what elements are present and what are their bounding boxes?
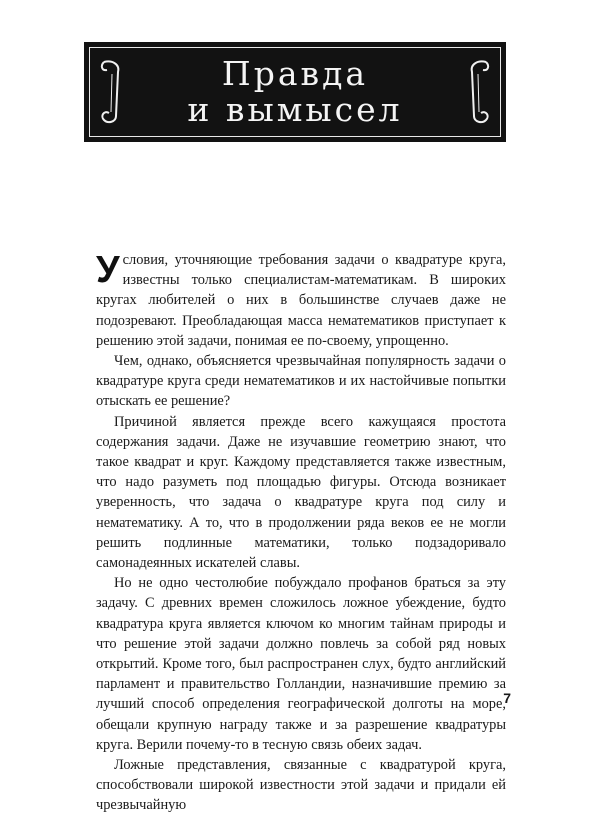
- paragraph: Причиной является прежде всего кажущаяся простота содержания задачи. Даже не изучавшие геометрию знают, что такое квадрат и круг. Каждому представляется также известным, что надо разуметь под площадью фигуры. Отсюда возникает уверенность, что задача о квадратуре круга под силу и нематематику. А то, что в продолжении ряда веков ее не могли решить подлинные математики, только подзадоривало самонадеянных искателей славы.: [96, 413, 506, 572]
- chapter-title-line-2: и вымысел: [187, 90, 403, 129]
- paragraph: Чем, однако, объясняется чрезвычайная популярность задачи о квадратуре круга среди нематематиков и их настойчивые попытки отыскать ее решение?: [96, 353, 506, 410]
- paragraph-text: словия, уточняющие требования задачи о квадратуре круга, известны только специалистам-математикам. В широких кругах любителей о них в большинстве случаев даже не подозревают. Преобладающая масса нематематиков приступает к решению этой задачи, понимая ее по-своему, упрощенно.: [96, 252, 506, 349]
- paragraph: [96, 250, 506, 351]
- chapter-title-line-1: Правда: [221, 54, 369, 93]
- drop-cap: У: [96, 249, 120, 291]
- page-number: 7: [503, 690, 511, 706]
- paragraph: Ложные представления, связанные с квадратурой круга, способствовали широкой известности этой задачи и придали ей чрезвычайную: [96, 757, 506, 814]
- body-text: [96, 250, 506, 816]
- chapter-header-banner: [84, 42, 506, 142]
- paragraph: Но не одно честолюбие побуждало профанов браться за эту задачу. С древних времен сложилось ложное убеждение, будто квадратура круга является ключом ко многим тайнам природы и что решение этой задачи должно повлечь за собой ряд новых открытий. Кроме того, был распространен слух, будто английский парламент и правительство Голландии, назначившие премию за лучший способ определения географической долготы на море, обещали крупную награду также и за разрешение квадратуры круга. Верили почему-то в тесную связь обеих задач.: [96, 575, 506, 753]
